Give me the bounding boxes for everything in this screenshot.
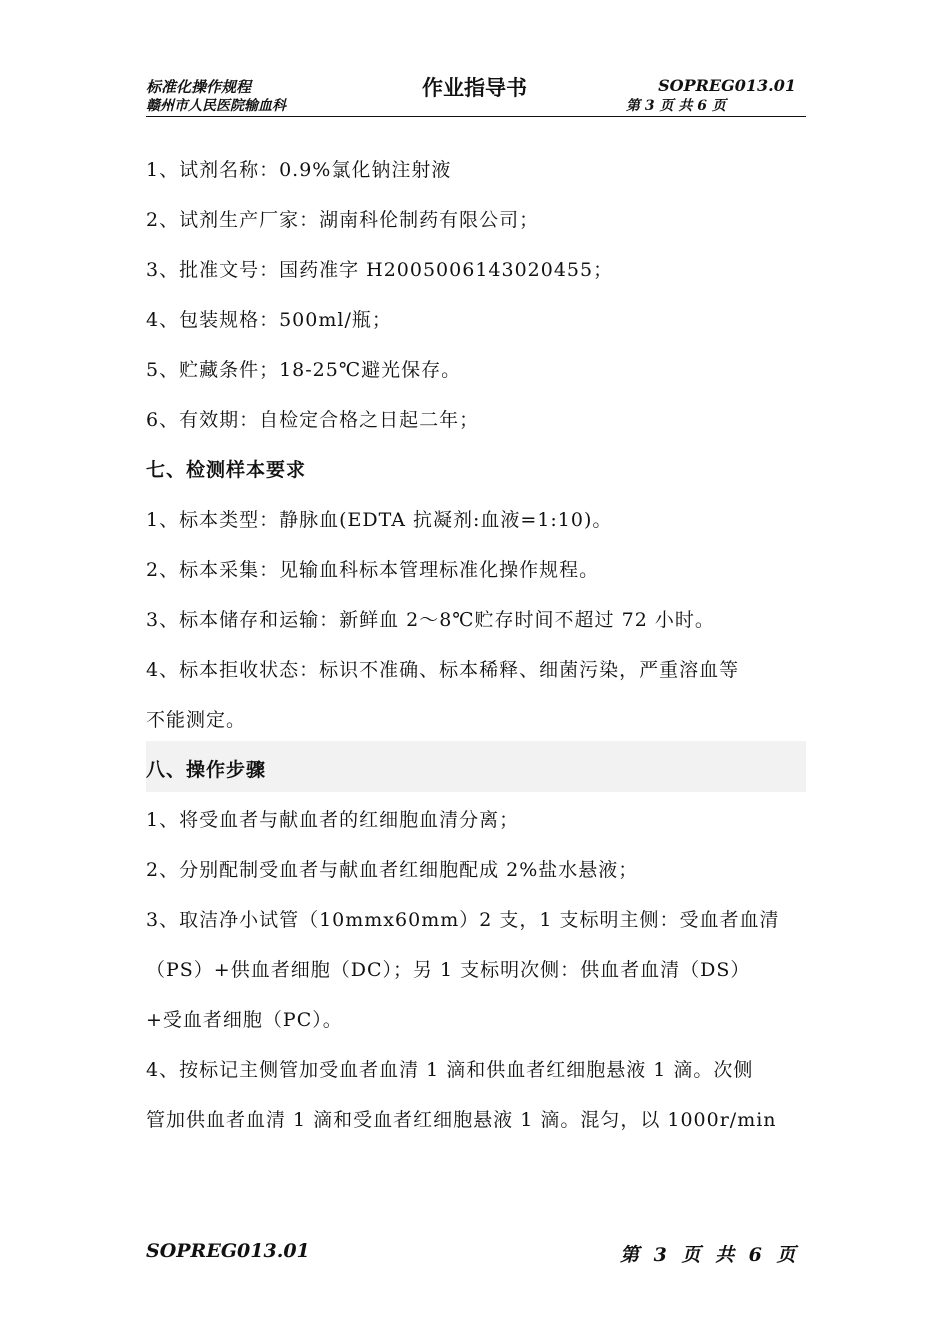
step-3-line-cont-1: （PS）+供血者细胞（DC）；另 1 支标明次侧：供血者血清（DS） xyxy=(146,959,751,981)
footer-doc-code: SOPREG013.01 xyxy=(146,1240,310,1262)
header-doc-type: 标准化操作规程 xyxy=(146,78,252,96)
step-4-line-cont: 管加供血者血清 1 滴和受血者红细胞悬液 1 滴。混匀，以 1000r/min xyxy=(146,1109,777,1131)
step-3-line: 3、取洁净小试管（10mmx60mm）2 支，1 支标明主侧：受血者血清 xyxy=(146,909,780,931)
page-header xyxy=(146,72,806,117)
sample-rejection-line: 4、标本拒收状态：标识不准确、标本稀释、细菌污染，严重溶血等 xyxy=(146,659,740,681)
validity-line: 6、有效期：自检定合格之日起二年； xyxy=(146,409,480,431)
header-department: 赣州市人民医院输血科 xyxy=(146,98,286,114)
header-title: 作业指导书 xyxy=(422,75,527,100)
reagent-name-line: 1、试剂名称：0.9%氯化钠注射液 xyxy=(146,159,452,181)
section-8-heading: 八、操作步骤 xyxy=(146,759,267,781)
reagent-manufacturer-line: 2、试剂生产厂家：湖南科伦制药有限公司； xyxy=(146,209,540,231)
sample-rejection-line-cont: 不能测定。 xyxy=(146,709,247,731)
sample-type-line: 1、标本类型：静脉血(EDTA 抗凝剂:血液=1:10)。 xyxy=(146,509,613,531)
approval-number-line: 3、批准文号：国药准字 H2005006143020455； xyxy=(146,259,614,281)
step-4-line: 4、按标记主侧管加受血者血清 1 滴和供血者红细胞悬液 1 滴。次侧 xyxy=(146,1059,754,1081)
footer-page-info: 第 3 页 共 6 页 xyxy=(620,1244,800,1266)
header-page-info: 第 3 页 共 6 页 xyxy=(626,98,726,114)
sample-collection-line: 2、标本采集：见输血科标本管理标准化操作规程。 xyxy=(146,559,600,581)
step-2-line: 2、分别配制受血者与献血者红细胞配成 2%盐水悬液； xyxy=(146,859,639,881)
section-7-heading: 七、检测样本要求 xyxy=(146,459,307,481)
storage-condition-line: 5、贮藏条件；18-25℃避光保存。 xyxy=(146,359,462,381)
step-1-line: 1、将受血者与献血者的红细胞血清分离； xyxy=(146,809,520,831)
sample-storage-line: 3、标本储存和运输：新鲜血 2～8℃贮存时间不超过 72 小时。 xyxy=(146,609,715,631)
header-doc-code: SOPREG013.01 xyxy=(658,76,796,95)
package-spec-line: 4、包装规格：500ml/瓶； xyxy=(146,309,392,331)
step-3-line-cont-2: +受血者细胞（PC）。 xyxy=(146,1009,343,1031)
